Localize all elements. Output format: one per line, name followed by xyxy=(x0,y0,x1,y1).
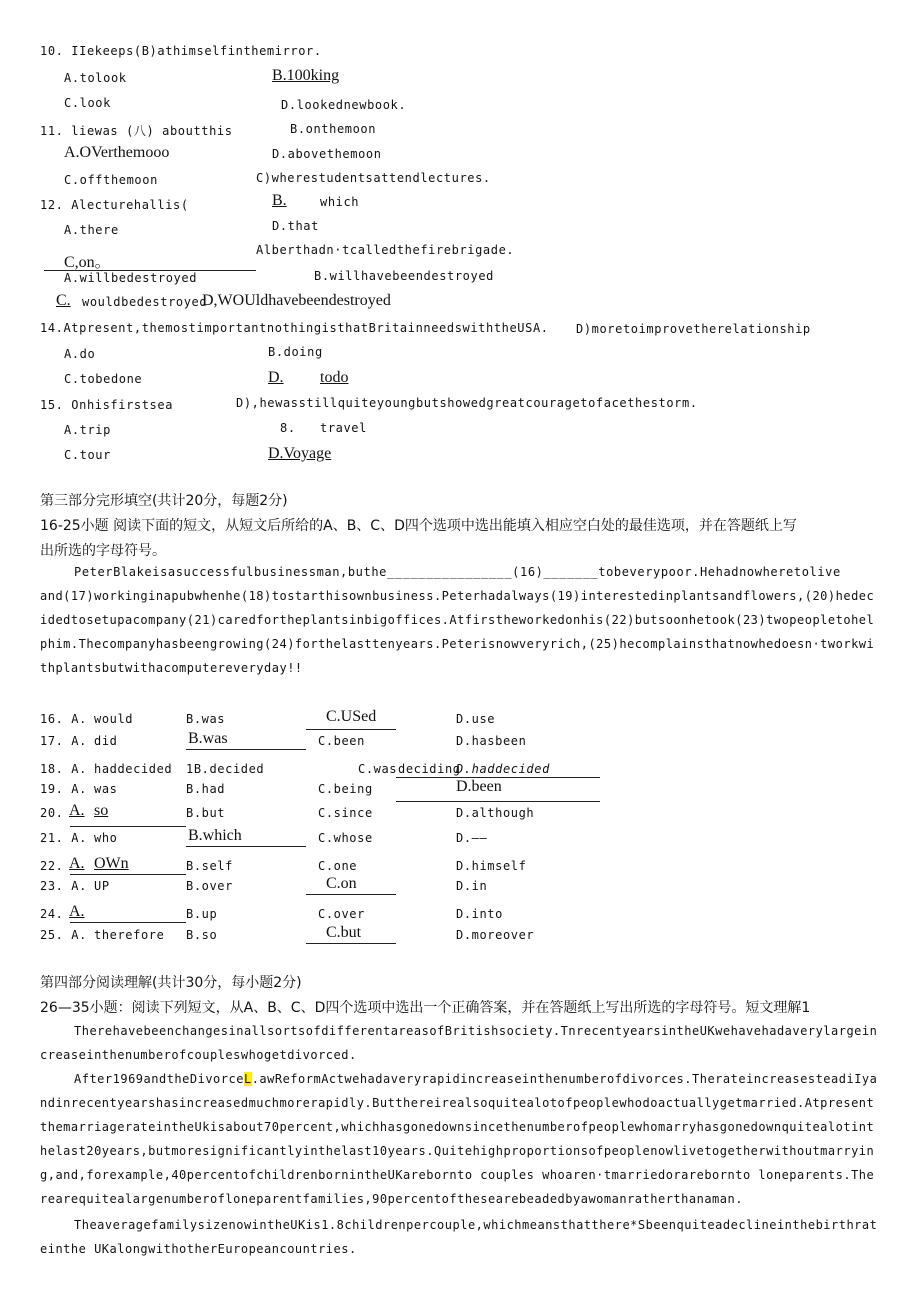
answer-line xyxy=(396,801,600,802)
cloze-option-c: C.was xyxy=(358,762,398,776)
cloze-option-d: D.use xyxy=(456,712,496,726)
q12-note: Alberthadn·tcalledthefirebrigade. xyxy=(256,243,515,257)
cloze-option-b: B.self xyxy=(186,859,233,873)
q14-option-b: B.doing xyxy=(268,345,323,359)
answer-line xyxy=(186,846,306,847)
cloze-option-c: C.since xyxy=(318,806,373,820)
cloze-option-a-letter: A. xyxy=(69,802,85,819)
q11-stem: 11. liewas (八) aboutthis xyxy=(40,124,233,138)
q10-stem: 10. IIekeeps(B)athimselfinthemirror. xyxy=(40,44,322,58)
part3-instructions-line1: 16-25小题 阅读下面的短文，从短文后所给的A、B、C、D四个选项中选出能填入相应空白处的最佳选项，并在答题纸上写 xyxy=(40,518,797,534)
cloze-item-number: 25. A. xyxy=(40,928,87,942)
cloze-item-number: 16. A. xyxy=(40,712,87,726)
cloze-option-c: C.whose xyxy=(318,831,373,845)
q10-option-c: C.look xyxy=(64,96,111,110)
cloze-option-b: B.was xyxy=(188,730,228,747)
q13-option-c-text: wouldbedestroyed xyxy=(82,295,208,309)
q15-option-b-text: travel xyxy=(320,421,367,435)
q15-option-b-num: 8. xyxy=(280,421,296,435)
q12-option-d: D.that xyxy=(272,219,319,233)
cloze-option-b: B.but xyxy=(186,806,226,820)
cloze-option-a: who xyxy=(94,831,118,845)
q15-stem: 15. Onhisfirstsea xyxy=(40,398,174,412)
cloze-option-b: B.which xyxy=(188,827,242,844)
cloze-option-b: B.had xyxy=(186,782,226,796)
q12-option-b-text: which xyxy=(320,195,360,209)
cloze-option-c: C.been xyxy=(318,734,365,748)
cloze-option-b: B.so xyxy=(186,928,218,942)
q12-stem: 12. Alecturehallis( xyxy=(40,198,189,212)
q15-option-c: C.tour xyxy=(64,448,111,459)
cloze-option-c: C.over xyxy=(318,907,365,921)
cloze-option-c: C.one xyxy=(318,859,358,873)
answer-line xyxy=(306,943,396,944)
reading-paragraph-2: After1969andtheDivorceL.awReformActwehadaveryrapidincreaseinthenumberofdivorces.TherateincreasesteadiIyandinrecentyearshasincreasedmuchmorerapidly.Butthereirealsoquitealotofpeoplewhodoactuallygetmarried.AtpresentthemarriagerateintheUkisabout70percent,whichhasgonedownsincethenumberofpeoplewhomarryhasgonedownquitealotinthelast20years,butmoresignificantlyinthelast10years.Quitehighproportionsofpeoplenowlivetogetherwithoutmarrying,and,forexample,40percentofchildrenbornintheUKarebornto couples whoaren·tmarriedorarebornto loneparents.Therearequitealargenumberofloneparentfamilies,90percentofthesearebeadedbyawomanratherthanaman. xyxy=(40,1072,878,1206)
q10-option-b: B.100king xyxy=(272,67,340,84)
cloze-option-d: D.haddecided xyxy=(456,762,550,776)
q10-option-d: D.lookednewbook. xyxy=(281,98,407,112)
cloze-option-b: B.over xyxy=(186,879,233,893)
answer-line xyxy=(70,826,186,827)
answer-line xyxy=(70,922,186,923)
q14-option-a: A.do xyxy=(64,347,96,361)
q13-option-b: B.willhavebeendestroyed xyxy=(314,269,494,283)
part4-instructions: 26—35小题：阅读下列短文，从A、B、C、D四个选项中选出一个正确答案，并在答题纸上写出所选的字母符号。短文理解1 xyxy=(40,1000,811,1016)
cloze-item-number: 19. A. xyxy=(40,782,87,796)
cloze-option-a: did xyxy=(94,734,118,748)
cloze-option-d: D.into xyxy=(456,907,503,921)
q15-option-a: A.trip xyxy=(64,423,111,437)
q11-option-c: C.offthemoon xyxy=(64,173,158,187)
reading-paragraph-1: Thereh​avebeenchangesinallsortsofdifferentareasofBritishsociety.TnrecentyearsintheUKwehavehadaverylargeincreaseinthenumberofcoupleswhogetdivorced. xyxy=(40,1024,878,1062)
cloze-option-c: C.USed xyxy=(326,708,377,725)
q12-option-b-letter: B. xyxy=(272,192,287,209)
cloze-option-d: D.in xyxy=(456,879,488,893)
cloze-item-number: 24. xyxy=(40,907,64,921)
answer-line xyxy=(396,777,600,778)
cloze-option-a: was xyxy=(94,782,118,796)
q14-option-d-text: todo xyxy=(320,369,349,386)
q13-option-d: D,WOUldhavebeendestroyed xyxy=(202,292,391,309)
cloze-item-number: 21. A. xyxy=(40,831,87,845)
q11-option-d: D.abovethemoon xyxy=(272,147,382,161)
cloze-option-c: C.on xyxy=(326,875,357,892)
cloze-option-b: B.up xyxy=(186,907,218,921)
q15-option-d: D.Voyage xyxy=(268,445,332,462)
answer-line xyxy=(306,894,396,895)
cloze-passage-line1: PeterBlakeisasuccessfulbusinessman,buthe________________(16)_______tobeverypoor.Hehadnowheretolive xyxy=(74,565,841,579)
cloze-option-d: D.hasbeen xyxy=(456,734,527,748)
cloze-option-a: so xyxy=(94,802,109,819)
q11-note: C)wherestudentsattendlectures. xyxy=(256,171,491,185)
cloze-option-d: D.been xyxy=(456,778,502,795)
q12-option-a: A.there xyxy=(64,223,119,237)
cloze-option-a-letter: A. xyxy=(69,903,85,920)
q14-stem: 14.Atpresent,themostimportantnothingisthatBritainneedswiththeUSA. xyxy=(40,321,549,335)
cloze-passage-body: and(17)workinginapubwhenhe(18)tostarthisownbusiness.Peterhadalways(19)interestedinplantsandflowers,(20)hedecidedtosetupacompany(21)caredfortheplantsinbigoffices.Atfirstheworkedonhis(22)butsoonhetook(23)twopeopletohelphim.Thecompanyhasbeengrowing(24)forthelasttenyears.Peterisnowveryrich,(25)hecomplainsthatnowhedoesn·tworkwithplantsbutwithacomputereveryday!! xyxy=(40,589,875,675)
cloze-item-number: 23. A. xyxy=(40,879,87,893)
answer-line xyxy=(70,874,186,875)
cloze-option-a: therefore xyxy=(94,928,165,942)
q14-option-c: C.tobedone xyxy=(64,372,143,386)
part3-instructions-line2: 出所选的字母符号。 xyxy=(40,543,166,559)
cloze-option-b: 1B.decided xyxy=(186,762,265,776)
q13-option-c-letter: C. xyxy=(56,292,71,309)
cloze-option-c: C.but xyxy=(326,924,362,941)
cloze-option-d: D.although xyxy=(456,806,535,820)
cloze-item-number: 20. xyxy=(40,806,64,820)
q14-note: D)moretoimprovetherelationship xyxy=(576,322,811,336)
cloze-option-b: B.was xyxy=(186,712,226,726)
cloze-option-a: haddecided xyxy=(94,762,173,776)
cloze-option-a-letter: A. xyxy=(69,855,85,872)
cloze-option-d: D.—— xyxy=(456,831,488,845)
cloze-option-d: D.himself xyxy=(456,859,527,873)
q15-note: D),hewasstillquiteyoungbutshowedgreatcouragetofacethestorm. xyxy=(236,396,698,410)
cloze-option-a: UP xyxy=(94,879,110,893)
highlight-mark: L xyxy=(243,1072,252,1086)
answer-line xyxy=(306,729,396,730)
cloze-item-number: 22. xyxy=(40,859,64,873)
cloze-item-number: 17. A. xyxy=(40,734,87,748)
cloze-option-c: C.being xyxy=(318,782,373,796)
answer-line xyxy=(186,749,306,750)
cloze-option-d: D.moreover xyxy=(456,928,535,942)
q14-option-d-letter: D. xyxy=(268,369,284,386)
q12-option-c: C,on。 xyxy=(64,254,111,271)
part4-title: 第四部分阅读理解(共计30分，每小题2分) xyxy=(40,975,302,991)
cloze-option-a: would xyxy=(94,712,134,726)
q11-option-a: A.OVerthemooo xyxy=(64,144,170,161)
cloze-option-a: OWn xyxy=(94,855,129,872)
cloze-item-number: 18. A. xyxy=(40,762,87,776)
q10-option-a: A.tolook xyxy=(64,71,127,85)
part3-title: 第三部分完形填空(共计20分，每题2分) xyxy=(40,493,288,509)
q13-option-a: A.willbedestroyed xyxy=(64,271,198,285)
q11-option-b: B.onthemoon xyxy=(290,122,377,136)
reading-paragraph-3: TheaveragefamilysizenowintheUKis1.8childrenpercouple,whichmeansthatthere*Sbeenquiteadeclineinthebirthrateinthe UKalongwithotherEuropeancountries. xyxy=(40,1218,878,1256)
cloze-option-c-extra: deciding xyxy=(398,762,461,776)
